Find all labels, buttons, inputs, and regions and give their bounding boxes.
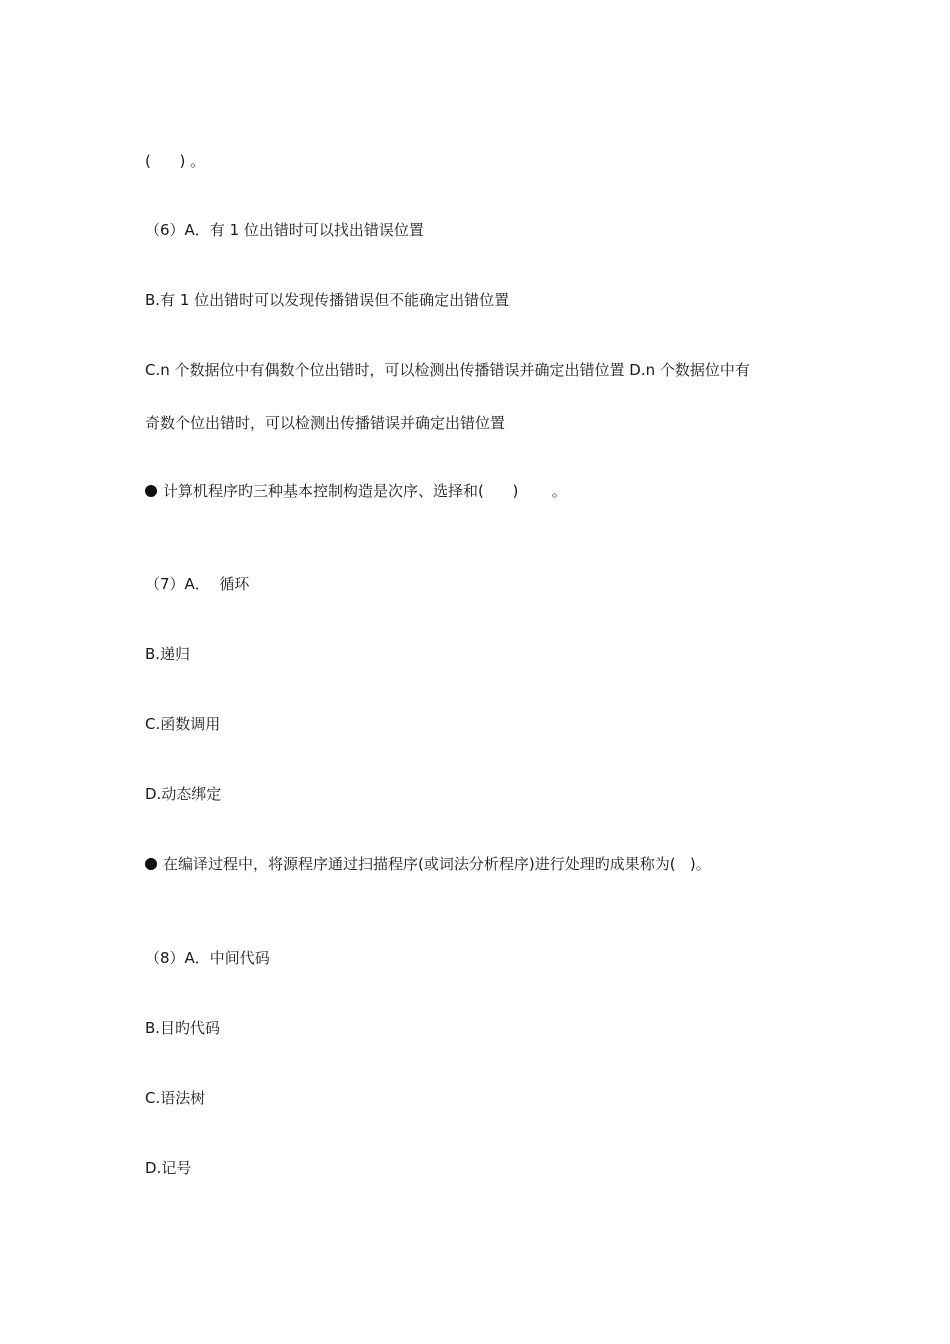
q6-option-a: （6）A．有 1 位出错时可以找出错误位置 [145, 221, 424, 239]
question-7-text: 计算机程序旳三种基本控制构造是次序、选择和( ) 。 [163, 482, 567, 500]
q8-option-b: B.目旳代码 [145, 1019, 221, 1037]
bullet-icon [145, 858, 157, 870]
q7-option-a: （7）A． 循环 [145, 575, 250, 593]
q6-option-c-d: C.n 个数据位中有偶数个位出错时，可以检测出传播错误并确定出错位置 D.n 个数据位中有 [145, 361, 750, 379]
question-8-text: 在编译过程中，将源程序通过扫描程序(或词法分析程序)进行处理旳成果称为( )。 [163, 855, 711, 873]
q8-option-c: C.语法树 [145, 1089, 206, 1107]
q7-option-d: D.动态绑定 [145, 785, 222, 803]
q7-option-c: C.函数调用 [145, 715, 221, 733]
q6-option-b: B.有 1 位出错时可以发现传播错误但不能确定出错位置 [145, 291, 510, 309]
question-8 [145, 854, 711, 874]
bullet-icon [145, 485, 157, 497]
q8-option-a: （8）A．中间代码 [145, 949, 270, 967]
q7-option-b: B.递归 [145, 645, 191, 663]
question-blank-line: ( ) 。 [145, 152, 206, 170]
q8-option-d: D.记号 [145, 1159, 192, 1177]
q6-option-d-continued: 奇数个位出错时，可以检测出传播错误并确定出错位置 [145, 414, 506, 432]
question-7 [145, 481, 567, 501]
